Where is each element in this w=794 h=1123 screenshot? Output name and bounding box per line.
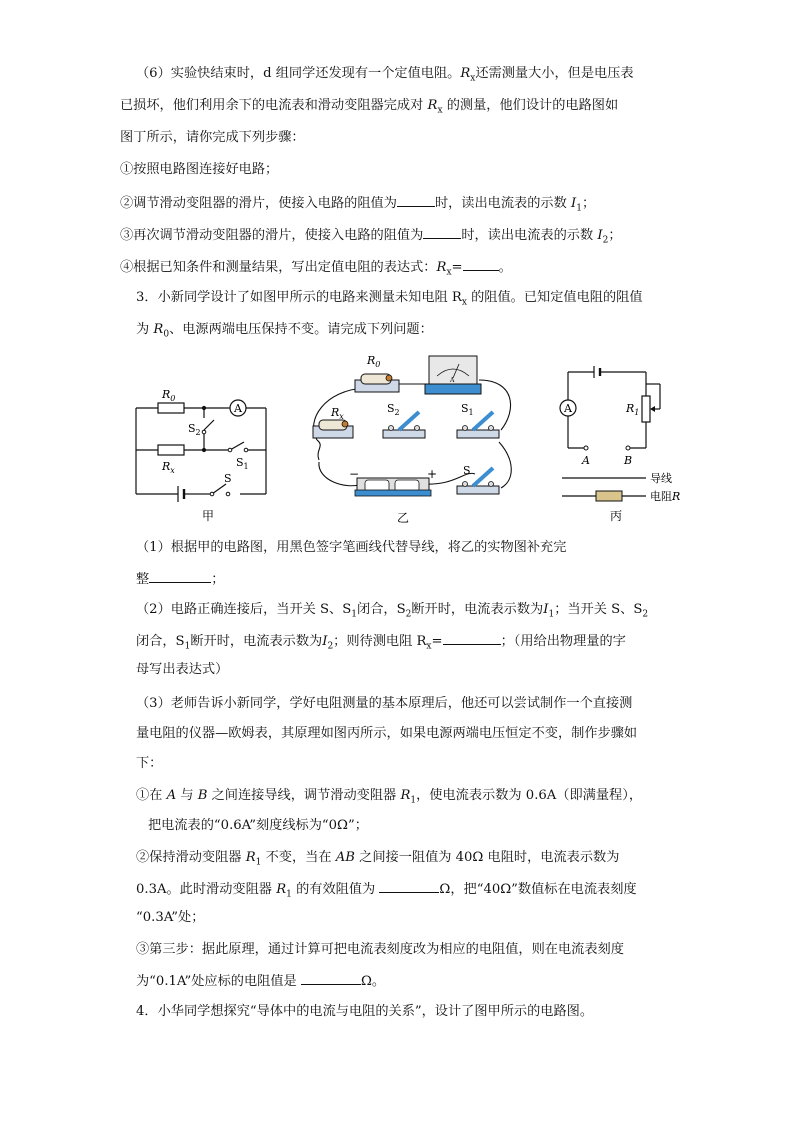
svg-text:S: S <box>224 472 232 485</box>
answer-blank[interactable] <box>379 878 439 893</box>
svg-text:+: + <box>427 467 438 481</box>
svg-text:导线: 导线 <box>650 472 672 485</box>
figure-caption-bing: 丙 <box>610 509 623 523</box>
answer-blank[interactable] <box>423 224 461 239</box>
svg-text:R0: $R_0$ <box>162 388 176 403</box>
svg-text:R0: $R_0$ <box>367 354 381 369</box>
circuit-diagram-yi <box>305 350 525 530</box>
q3-step-2c: “0.3A”处； <box>136 910 205 925</box>
q3-step-2: ②保持滑动变阻器 $R_1$ 不变，当在 AB 之间接一阻值为 40Ω 电阻时，电流表示数为 <box>136 850 620 868</box>
answer-blank[interactable] <box>397 192 435 207</box>
svg-text:−: − <box>349 467 360 481</box>
q6-line-2: 已损坏，他们利用余下的电流表和滑动变阻器完成对 $R_x$ 的测量，他们设计的电路图如 <box>120 98 619 116</box>
q3-part-3c: 下： <box>136 756 163 771</box>
answer-blank[interactable] <box>443 630 501 645</box>
q3-step-1: ①在 A 与 B 之间连接导线，调节滑动变阻器 $R_1$，使电流表示数为 0.6A（即满量程）， <box>136 788 643 806</box>
q3-step-3: ③第三步：据此原理，通过计算可把电流表刻度改为相应的电阻值，则在电流表刻度 <box>136 942 624 957</box>
q4-line-1: 4．小华同学想探究“导体中的电流与电阻的关系”，设计了图甲所示的电路图。 <box>136 1004 594 1019</box>
figure-caption-jia: 甲 <box>202 509 215 523</box>
svg-text:B: B <box>624 454 633 467</box>
q3-line-1: 3．小新同学设计了如图甲所示的电路来测量未知电阻 $R_x$ 的阻值。已知定值电阻的阻值 <box>136 290 643 308</box>
q3-part-1b: 整 ； <box>136 568 224 590</box>
q6-step-3: ③再次调节滑动变阻器的滑片，使接入电路的阻值为 时，读出电流表的示数 $I_2$； <box>120 224 622 251</box>
q3-part-2b: 闭合，$S_1$断开时，电流表示数为$I_2$；则待测电阻 $R_x=$ ；（用给出物理量的字 <box>136 630 626 657</box>
q3-part-2c: 母写出表达式） <box>136 662 229 677</box>
q6-line-1: （6）实验快结束时，d 组同学还发现有一个定值电阻。$R_x$还需测量大小，但是电压表 <box>136 66 634 84</box>
q6-line-3: 图丁所示，请你完成下列步骤： <box>120 130 305 145</box>
svg-text:S2: $S_2$ <box>387 402 400 417</box>
svg-text:R1: $R_1$ <box>626 402 640 417</box>
q3-step-1b: 把电流表的“0.6A”刻度线标为“0Ω”； <box>148 818 368 833</box>
svg-text:Rx: $R_x$ <box>331 406 344 421</box>
q3-part-2: （2）电路正确连接后，当开关 S、$S_1$闭合，$S_2$断开时，电流表示数为$I_1$；当开关 S、$S_2$ <box>136 602 649 620</box>
q6-step-1: ①按照电路图连接好电路； <box>120 162 279 177</box>
q3-part-3b: 量电阻的仪器—欧姆表，其原理如图丙所示，如果电源两端电压恒定不变，制作步骤如 <box>136 726 638 741</box>
svg-text:A: A <box>450 377 455 384</box>
svg-text:S2: $S_2$ <box>188 422 201 437</box>
answer-blank[interactable] <box>301 970 361 985</box>
answer-blank[interactable] <box>149 568 211 583</box>
answer-blank[interactable] <box>463 256 499 271</box>
q3-step-2b: 0.3A。此时滑动变阻器 $R_1$ 的有效阻值为 Ω，把“40Ω”数值标在电流表刻度 <box>136 878 637 905</box>
ammeter-label: A <box>234 402 242 415</box>
q3-step-3b: 为“0.1A”处应标的电阻值是 Ω。 <box>136 970 385 992</box>
svg-text:A: A <box>564 402 572 415</box>
svg-text:S: S <box>463 464 471 477</box>
q3-part-3: （3）老师告诉小新同学，学好电阻测量的基本原理后，他还可以尝试制作一个直接测 <box>136 696 633 711</box>
figure-caption-yi: 乙 <box>397 511 410 525</box>
svg-text:S1: $S_1$ <box>461 402 474 417</box>
q3-part-1: （1）根据甲的电路图，用黑色签字笔画线代替导线，将乙的实物图补充完 <box>136 540 567 555</box>
circuit-diagram-bing <box>556 362 696 527</box>
svg-text:Rx: $R_x$ <box>162 460 175 475</box>
svg-text:电阻R: 电阻R <box>650 490 681 503</box>
circuit-diagram-jia <box>128 378 288 528</box>
svg-text:A: A <box>582 454 590 467</box>
q6-step-4: ④根据已知条件和测量结果，写出定值电阻的表达式：$R_x=$ 。 <box>120 256 512 283</box>
svg-text:S1: $S_1$ <box>236 456 249 471</box>
q3-line-2: 为 $R_0$、电源两端电压保持不变。请完成下列问题： <box>136 322 433 340</box>
q6-step-2: ②调节滑动变阻器的滑片，使接入电路的阻值为 时，读出电流表的示数 $I_1$； <box>120 192 595 219</box>
